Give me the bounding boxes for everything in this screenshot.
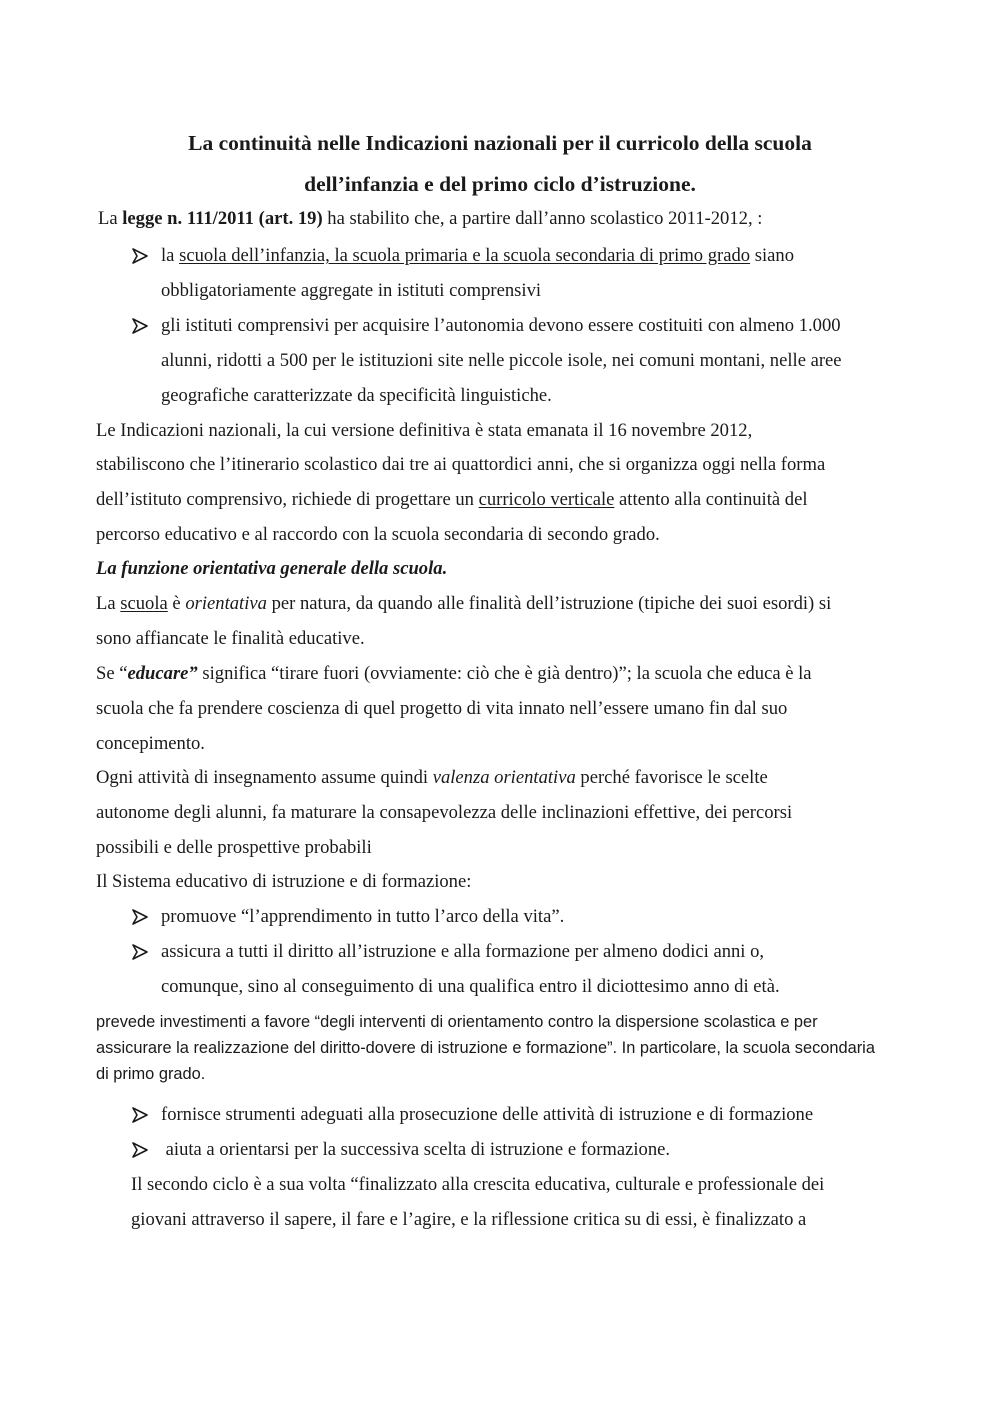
paragraph-secondo-line-2: giovani attraverso il sapere, il fare e l’agire, e la riflessione critica su di essi, è finalizzato a (131, 1209, 807, 1230)
arrow-bullet-icon (132, 248, 148, 264)
paragraph-secondo-line-1: Il secondo ciclo è a sua volta “finalizzato alla crescita educativa, culturale e professionale dei (131, 1174, 825, 1195)
underlined-curricolo-verticale: curricolo verticale (478, 489, 615, 510)
law-reference: legge n. 111/2011 (art. 19) (122, 208, 323, 229)
paragraph-indicazioni-line-2: stabiliscono che l’itinerario scolastico dai tre ai quattordici anni, che si organizza oggi nella forma (96, 454, 826, 475)
paragraph-prevede-line-2: assicurare la realizzazione del diritto-dovere di istruzione e formazione”. In particolare, la scuola secondaria (96, 1039, 875, 1057)
paragraph-scuola-line-1: La scuola è orientativa per natura, da quando alle finalità dell’istruzione (tipiche dei suoi esordi) si (96, 593, 832, 614)
arrow-bullet-icon (132, 318, 148, 334)
bullet-item-aggregation: la scuola dell’infanzia, la scuola primaria e la scuola secondaria di primo grado siano (161, 245, 794, 266)
paragraph-scuola-line-2: sono affiancate le finalità educative. (96, 628, 365, 649)
underlined-school-types: scuola dell’infanzia, la scuola primaria e la scuola secondaria di primo grado (179, 245, 751, 266)
paragraph-indicazioni-line-1: Le Indicazioni nazionali, la cui versione definitiva è stata emanata il 16 novembre 2012, (96, 420, 753, 441)
bullet-item-istituti-line-3: geografiche caratterizzate da specificità linguistiche. (161, 385, 552, 406)
paragraph-ogni-line-2: autonome degli alunni, fa maturare la consapevolezza delle inclinazioni effettive, dei percorsi (96, 802, 793, 823)
arrow-bullet-icon (132, 944, 148, 960)
bullet-item-assicura-line-2: comunque, sino al conseguimento di una qualifica entro il diciottesimo anno di età. (161, 976, 780, 997)
paragraph-indicazioni-line-4: percorso educativo e al raccordo con la scuola secondaria di secondo grado. (96, 524, 660, 545)
bullet-item-istituti-line-1: gli istituti comprensivi per acquisire l’autonomia devono essere costituiti con almeno 1.000 (161, 315, 841, 336)
paragraph-educare-line-3: concepimento. (96, 733, 205, 754)
bullet-item-aiuta: aiuta a orientarsi per la successiva scelta di istruzione e formazione. (161, 1139, 671, 1160)
bullet-item-istituti-line-2: alunni, ridotti a 500 per le istituzioni site nelle piccole isole, nei comuni montani, nelle aree (161, 350, 842, 371)
bullet-item-aggregation-cont: obbligatoriamente aggregate in istituti comprensivi (161, 280, 542, 301)
paragraph-educare-line-2: scuola che fa prendere coscienza di quel progetto di vita innato nell’essere umano fin dal suo (96, 698, 788, 719)
document-title-line-1: La continuità nelle Indicazioni nazionali per il curricolo della scuola (188, 131, 812, 155)
paragraph-prevede-line-3: di primo grado. (96, 1065, 206, 1083)
arrow-bullet-icon (132, 909, 148, 925)
bullet-item-assicura-line-1: assicura a tutti il diritto all’istruzione e alla formazione per almeno dodici anni o, (161, 941, 765, 962)
section-heading: La funzione orientativa generale della scuola. (96, 558, 448, 579)
paragraph-ogni-line-1: Ogni attività di insegnamento assume quindi valenza orientativa perché favorisce le scelte (96, 767, 768, 788)
paragraph-indicazioni-line-3: dell’istituto comprensivo, richiede di progettare un curricolo verticale attento alla continuità del (96, 489, 808, 510)
paragraph-educare-line-1: Se “educare” significa “tirare fuori (ovviamente: ciò che è già dentro)”; la scuola che educa è la (96, 663, 812, 684)
bullet-item-fornisce: fornisce strumenti adeguati alla prosecuzione delle attività di istruzione e di formazione (161, 1104, 814, 1125)
paragraph-ogni-line-3: possibili e delle prospettive probabili (96, 837, 372, 858)
arrow-bullet-icon (132, 1107, 148, 1123)
arrow-bullet-icon (132, 1142, 148, 1158)
intro-paragraph: La legge n. 111/2011 (art. 19) ha stabilito che, a partire dall’anno scolastico 2011-2012, : (98, 208, 763, 229)
paragraph-prevede-line-1: prevede investimenti a favore “degli interventi di orientamento contro la dispersione scolastica e per (96, 1013, 818, 1031)
document-title-line-2: dell’infanzia e del primo ciclo d’istruzione. (304, 172, 696, 196)
bullet-item-promuove: promuove “l’apprendimento in tutto l’arco della vita”. (161, 906, 565, 927)
sistema-intro: Il Sistema educativo di istruzione e di formazione: (96, 871, 472, 892)
